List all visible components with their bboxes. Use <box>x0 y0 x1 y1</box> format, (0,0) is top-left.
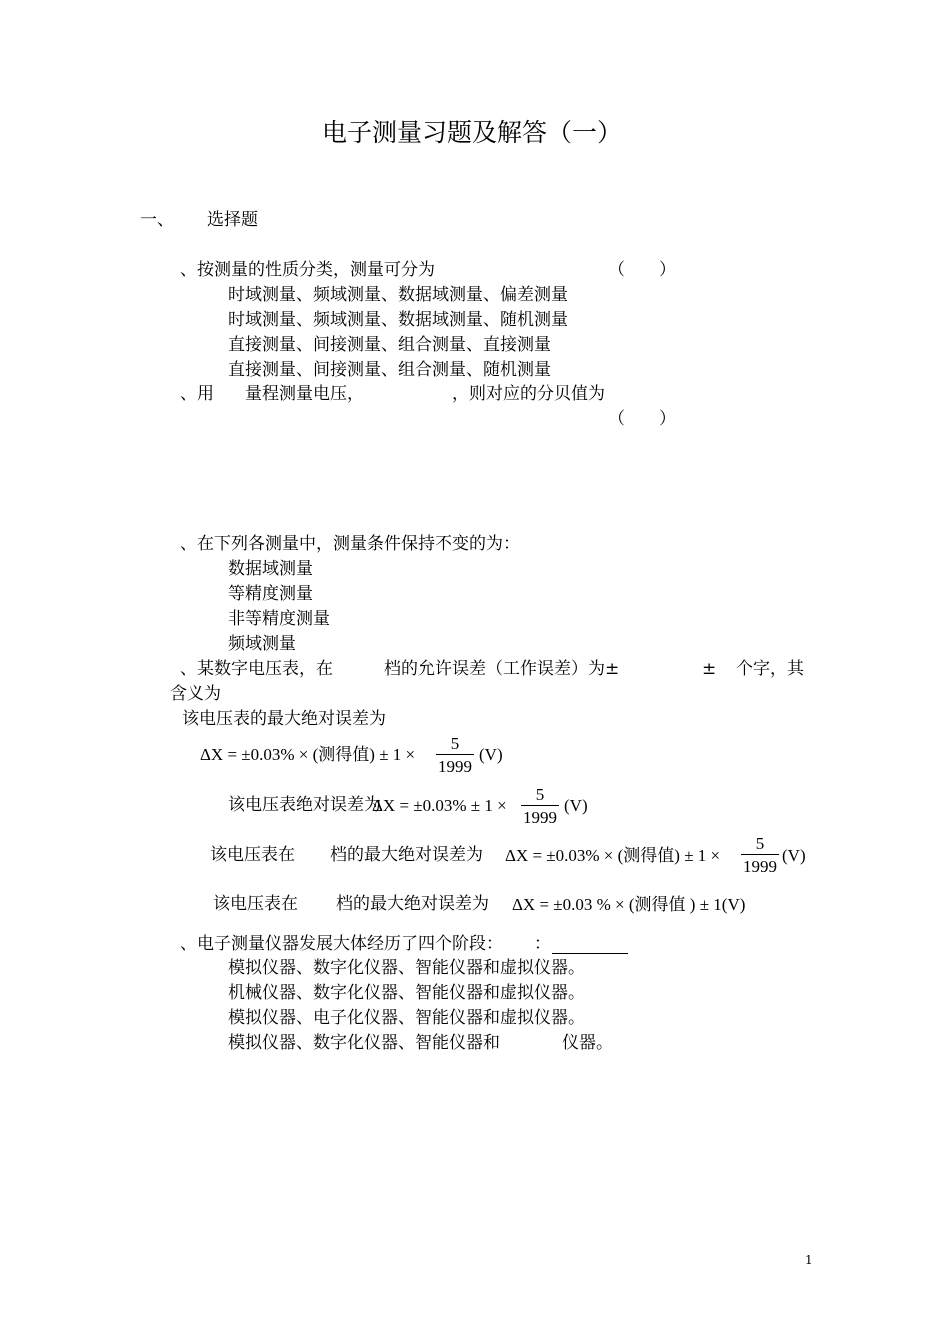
section-title: 选择题 <box>207 210 258 230</box>
q4-option-c-text-part-b: 档的最大绝对误差为 <box>330 845 483 865</box>
q4-option-a-text: 该电压表的最大绝对误差为 <box>182 709 386 729</box>
q1-option-d: 直接测量、间接测量、组合测量、随机测量 <box>228 360 551 380</box>
q4-option-c-formula: ΔX = ±0.03% × (测得值) ± 1 × <box>505 846 721 865</box>
q4-option-c-text-part-a: 该电压表在 <box>210 845 295 865</box>
q4-option-b-fraction <box>519 786 561 826</box>
fraction-denominator: 1999 <box>438 757 472 776</box>
q5-option-b: 机械仪器、数字化仪器、智能仪器和虚拟仪器。 <box>228 983 585 1003</box>
fraction-denominator: 1999 <box>523 808 557 827</box>
q3-option-c: 非等精度测量 <box>228 609 330 629</box>
q4-option-a-formula: ΔX = ±0.03% × (测得值) ± 1 × <box>200 745 416 764</box>
q4-option-c-unit: (V) <box>782 846 806 865</box>
q4-option-c-fraction <box>739 835 781 875</box>
q3-option-d: 频域测量 <box>228 634 296 654</box>
q5-option-d-part-a: 模拟仪器、数字化仪器、智能仪器和 <box>228 1033 500 1053</box>
q3-option-b: 等精度测量 <box>228 584 313 604</box>
document-title: 电子测量习题及解答（一） <box>322 118 623 147</box>
q4-option-a-fraction <box>434 735 476 775</box>
q1-option-c: 直接测量、间接测量、组合测量、直接测量 <box>228 335 551 355</box>
q2-stem-part-c: ，则对应的分贝值为 <box>452 384 605 404</box>
q5-option-a: 模拟仪器、数字化仪器、智能仪器和虚拟仪器。 <box>228 958 585 978</box>
q2-answer-paren: （ ） <box>608 409 676 429</box>
section-number: 一、 <box>140 210 174 230</box>
q4-stem-part-b: 档的允许误差（工作误差）为± <box>384 659 620 679</box>
q4-option-a-unit: (V) <box>479 745 503 764</box>
fraction-numerator: 5 <box>535 785 545 804</box>
q1-answer-paren: （ ） <box>608 260 676 280</box>
q4-option-b-text: 该电压表绝对误差为 <box>228 795 381 815</box>
q3-option-a: 数据域测量 <box>228 559 313 579</box>
q1-option-a: 时域测量、频域测量、数据域测量、偏差测量 <box>228 285 568 305</box>
q5-colon: ： <box>534 934 551 954</box>
q5-answer-blank <box>552 953 628 954</box>
q5-stem: 、电子测量仪器发展大体经历了四个阶段： <box>180 934 503 954</box>
fraction-denominator: 1999 <box>743 857 777 876</box>
q2-stem-part-a: 、用 <box>180 384 214 404</box>
q4-stem-continuation: 含义为 <box>170 684 221 704</box>
q2-stem-part-b: 量程测量电压， <box>245 384 364 404</box>
q4-stem-part-d: 个字，其 <box>736 659 804 679</box>
q4-option-b-unit: (V) <box>564 796 588 815</box>
q3-stem: 、在下列各测量中，测量条件保持不变的为： <box>180 534 520 554</box>
fraction-numerator: 5 <box>755 834 765 853</box>
q1-option-b: 时域测量、频域测量、数据域测量、随机测量 <box>228 310 568 330</box>
fraction-numerator: 5 <box>450 734 460 753</box>
q4-stem-part-c: ± <box>702 659 717 679</box>
q5-option-d-part-b: 仪器。 <box>562 1033 613 1053</box>
page-number: 1 <box>805 1253 813 1267</box>
q5-option-c: 模拟仪器、电子化仪器、智能仪器和虚拟仪器。 <box>228 1008 585 1028</box>
q4-option-d-formula: ΔX = ±0.03 % × (测得值 ) ± 1(V) <box>512 895 746 914</box>
q4-option-d-text-part-a: 该电压表在 <box>213 894 298 914</box>
q4-option-b-formula: ΔX = ±0.03% ± 1 × <box>372 796 507 815</box>
q4-stem-part-a: 、某数字电压表，在 <box>180 659 333 679</box>
q4-option-d-text-part-b: 档的最大绝对误差为 <box>336 894 489 914</box>
q1-stem: 、按测量的性质分类，测量可分为 <box>180 260 435 280</box>
